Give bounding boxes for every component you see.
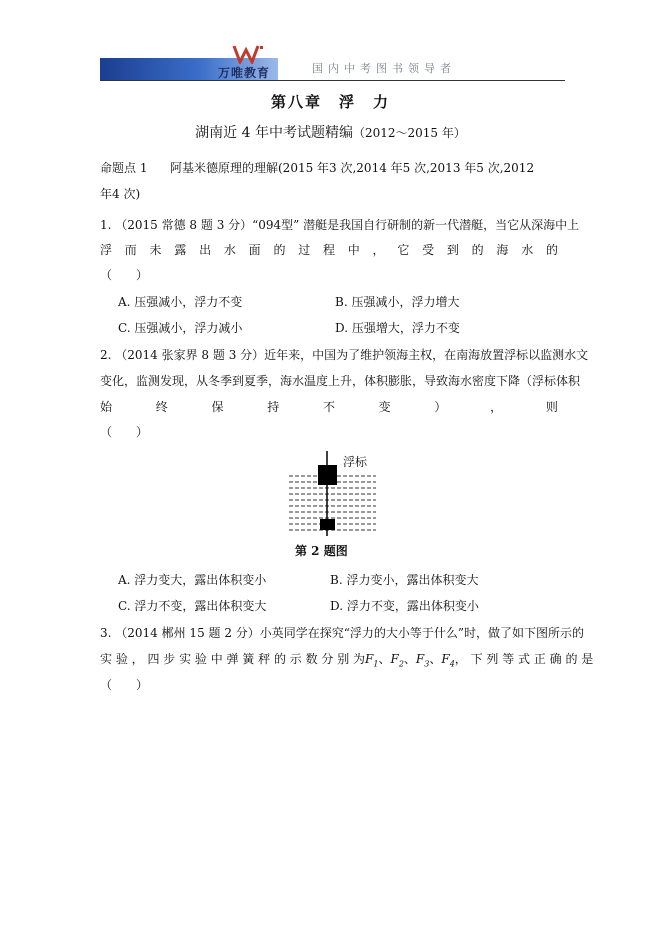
q2-line3-word: 保 <box>211 400 224 414</box>
q2-option-c: C. 浮力不变，露出体积变大 <box>118 599 267 613</box>
q2-option-a: A. 浮力变大，露出体积变小 <box>118 573 267 587</box>
header-slogan: 国内中考图书领导者 <box>312 62 456 75</box>
q3-line1: 3. （2014 郴州 15 题 2 分）小英同学在探究“浮力的大小等于什么”时，做了如下图所示的 <box>100 626 585 640</box>
q1-option-a: A. 压强减小，浮力不变 <box>118 295 243 309</box>
q3-blank: （ ） <box>100 678 149 692</box>
subtitle <box>0 125 661 141</box>
q2-line3-word: 不 <box>322 400 335 414</box>
header-divider <box>100 80 565 81</box>
q2-line3 <box>100 399 558 415</box>
force-symbol: F <box>415 652 425 666</box>
q1-line2: 浮 而 未 露 出 水 面 的 过 程 中 ， 它 受 到 的 海 水 的 <box>100 243 558 257</box>
topic-text-line1: 阿基米德原理的理解(2015 年3 次,2014 年5 次,2013 年5 次,2012 <box>170 161 535 175</box>
force-sub: 1 <box>373 659 379 669</box>
q2-option-b: B. 浮力变小，露出体积变大 <box>330 573 479 587</box>
separator: 、 <box>403 652 416 666</box>
q3-line2 <box>100 651 594 672</box>
q1-option-b: B. 压强减小，浮力增大 <box>335 295 460 309</box>
q2-figure <box>285 451 380 561</box>
subtitle-main: 湖南近 4 年中考试题精编 <box>195 125 353 141</box>
q1-line1: 1. （2015 常德 8 题 3 分）“094型” 潜艇是我国自行研制的新一代潜艇，当它从深海中上 <box>100 218 580 232</box>
q2-line3-word: 终 <box>155 400 168 414</box>
q2-option-d: D. 浮力不变，露出体积变小 <box>330 599 479 613</box>
topic-text-line2: 年4 次) <box>100 187 141 201</box>
force-symbol: F <box>441 652 450 666</box>
q2-line3-word: ， <box>490 400 503 414</box>
separator: 、 <box>429 652 442 666</box>
q1-option-c: C. 压强减小，浮力减小 <box>118 321 243 335</box>
q2-blank: （ ） <box>100 425 149 439</box>
subtitle-years: （2012～2015 年） <box>352 126 466 140</box>
q2-line3-word: 变 <box>378 400 391 414</box>
force-sub: 2 <box>398 659 404 669</box>
q2-line1: 2. （2014 张家界 8 题 3 分）近年来，中国为了维护领海主权，在南海放置浮标以监测水文 <box>100 348 589 362</box>
separator: 、 <box>378 652 391 666</box>
force-sub: 4 <box>449 659 455 669</box>
q3-line2-post: ， 下 列 等 式 正 确 的 是 <box>454 652 594 666</box>
chapter-title: 第八章 浮 力 <box>270 93 390 111</box>
q2-line3-word: 持 <box>267 400 280 414</box>
q3-line2-pre: 实 验 ， 四 步 实 验 中 弹 簧 秤 的 示 数 分 别 为 <box>100 652 366 666</box>
q1-option-d: D. 压强增大，浮力不变 <box>335 321 460 335</box>
buoy-label: 浮标 <box>343 455 368 469</box>
force-symbol: F <box>365 652 374 666</box>
q2-line3-word: ） <box>434 400 447 414</box>
force-symbol: F <box>390 652 399 666</box>
figure-caption: 第 2 题图 <box>295 544 348 558</box>
logo-text: 万唯教育 <box>218 66 271 80</box>
q1-blank: （ ） <box>100 268 149 282</box>
q2-line3-word: 始 <box>100 400 113 414</box>
q2-line2: 变化，监测发现，从冬季到夏季，海水温度上升，体积膨胀，导致海水密度下降（浮标体积 <box>100 374 581 388</box>
force-sub: 3 <box>424 659 430 669</box>
q3-forces <box>365 651 455 672</box>
q2-line3-word: 则 <box>545 400 558 414</box>
topic-label: 命题点 1 <box>100 161 148 175</box>
page-header <box>100 44 565 86</box>
logo-w-icon <box>230 44 270 64</box>
